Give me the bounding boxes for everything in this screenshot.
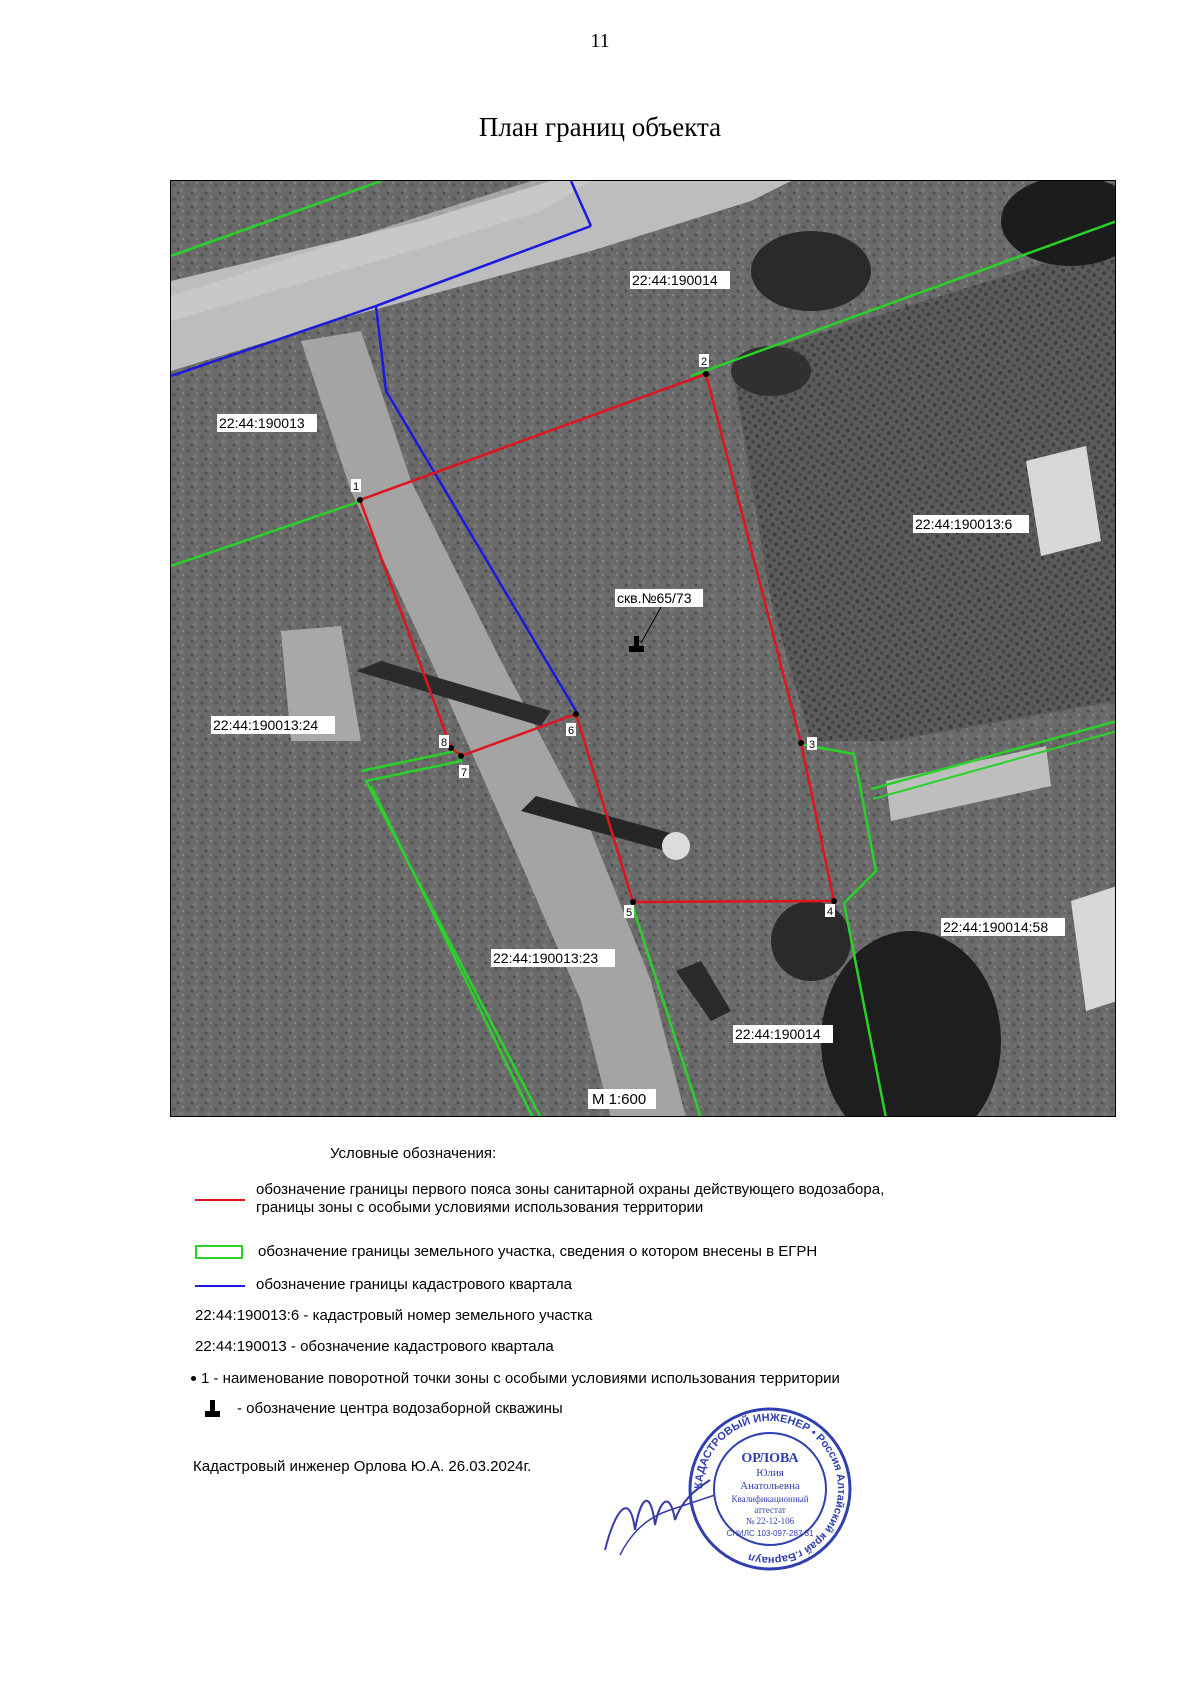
turning-point [798, 740, 804, 746]
engineer-signature-line: Кадастровый инженер Орлова Ю.А. 26.03.2024г. [193, 1458, 532, 1475]
stamp-cert2: аттестат [754, 1505, 786, 1515]
point-label: 1 [353, 481, 360, 493]
parcel-label: 22:44:190013:6 [915, 516, 1013, 532]
legend-green-text: обозначение границы земельного участка, сведения о котором внесены в ЕГРН [258, 1243, 818, 1260]
scale-label: М 1:600 [592, 1091, 647, 1108]
turning-point [458, 753, 464, 759]
legend-red-line-text-1: обозначение границы первого пояса зоны санитарной охраны действующего водозабора, [256, 1181, 885, 1198]
legend-green-box-sample [195, 1245, 243, 1259]
aerial-map [170, 180, 1116, 1117]
point-label: 8 [441, 737, 448, 749]
legend-well-text: - обозначение центра водозаборной скважины [237, 1400, 563, 1417]
legend-quarter-number: 22:44:190013 - обозначение кадастрового квартала [195, 1338, 554, 1355]
stamp-ring-text: КАДАСТРОВЫЙ ИНЖЕНЕР • Россия Алтайский край г.Барнаул [692, 1411, 848, 1567]
stamp-cert1: Квалификационный [731, 1494, 809, 1504]
cadastral-engineer-stamp [685, 1404, 855, 1574]
well-structure [662, 832, 690, 860]
legend-point-dot-icon [191, 1376, 196, 1381]
quarter-label: 22:44:190014 [735, 1026, 821, 1042]
turning-point [831, 898, 837, 904]
stamp-cert-number: № 22-12-106 [745, 1516, 795, 1526]
tree-mass [751, 231, 871, 311]
page-number: 11 [590, 30, 610, 52]
quarter-label: 22:44:190013 [219, 415, 305, 431]
map-canvas [171, 181, 1116, 1117]
parcel-label: 22:44:190014:58 [943, 919, 1049, 935]
legend-blue-line-sample [195, 1285, 245, 1287]
stamp-patronymic: Анатольевна [740, 1480, 800, 1492]
page-title: План границ объекта [478, 112, 722, 142]
legend-point-text: 1 - наименование поворотной точки зоны с особыми условиями использования территории [201, 1370, 840, 1387]
point-label: 3 [809, 739, 816, 751]
turning-point [630, 899, 636, 905]
parcel-label: 22:44:190013:24 [213, 717, 319, 733]
turning-point [703, 371, 709, 377]
stamp-snils: СНИЛС 103-097-287 31 [726, 1529, 814, 1538]
tree-mass [771, 901, 851, 981]
stamp-name: ОРЛОВА [741, 1451, 799, 1466]
turning-point [357, 497, 363, 503]
legend-red-line-text-2: границы зоны с особыми условиями использования территории [256, 1199, 704, 1216]
legend-well-icon-base [205, 1411, 220, 1417]
point-label: 5 [626, 907, 633, 919]
point-label: 7 [461, 767, 468, 779]
legend-blue-text: обозначение границы кадастрового квартала [256, 1276, 573, 1293]
legend-parcel-number: 22:44:190013:6 - кадастровый номер земельного участка [195, 1307, 593, 1324]
turning-point [573, 711, 579, 717]
legend-heading: Условные обозначения: [330, 1145, 497, 1162]
point-label: 2 [701, 356, 708, 368]
point-label: 4 [827, 906, 834, 918]
tree-mass [731, 346, 811, 396]
legend-red-line-sample [195, 1199, 245, 1201]
well-label: скв.№65/73 [617, 590, 692, 606]
point-label: 6 [568, 725, 575, 737]
parcel-label: 22:44:190013:23 [493, 950, 599, 966]
quarter-label: 22:44:190014 [632, 272, 718, 288]
stamp-first-name: Юлия [756, 1467, 784, 1479]
